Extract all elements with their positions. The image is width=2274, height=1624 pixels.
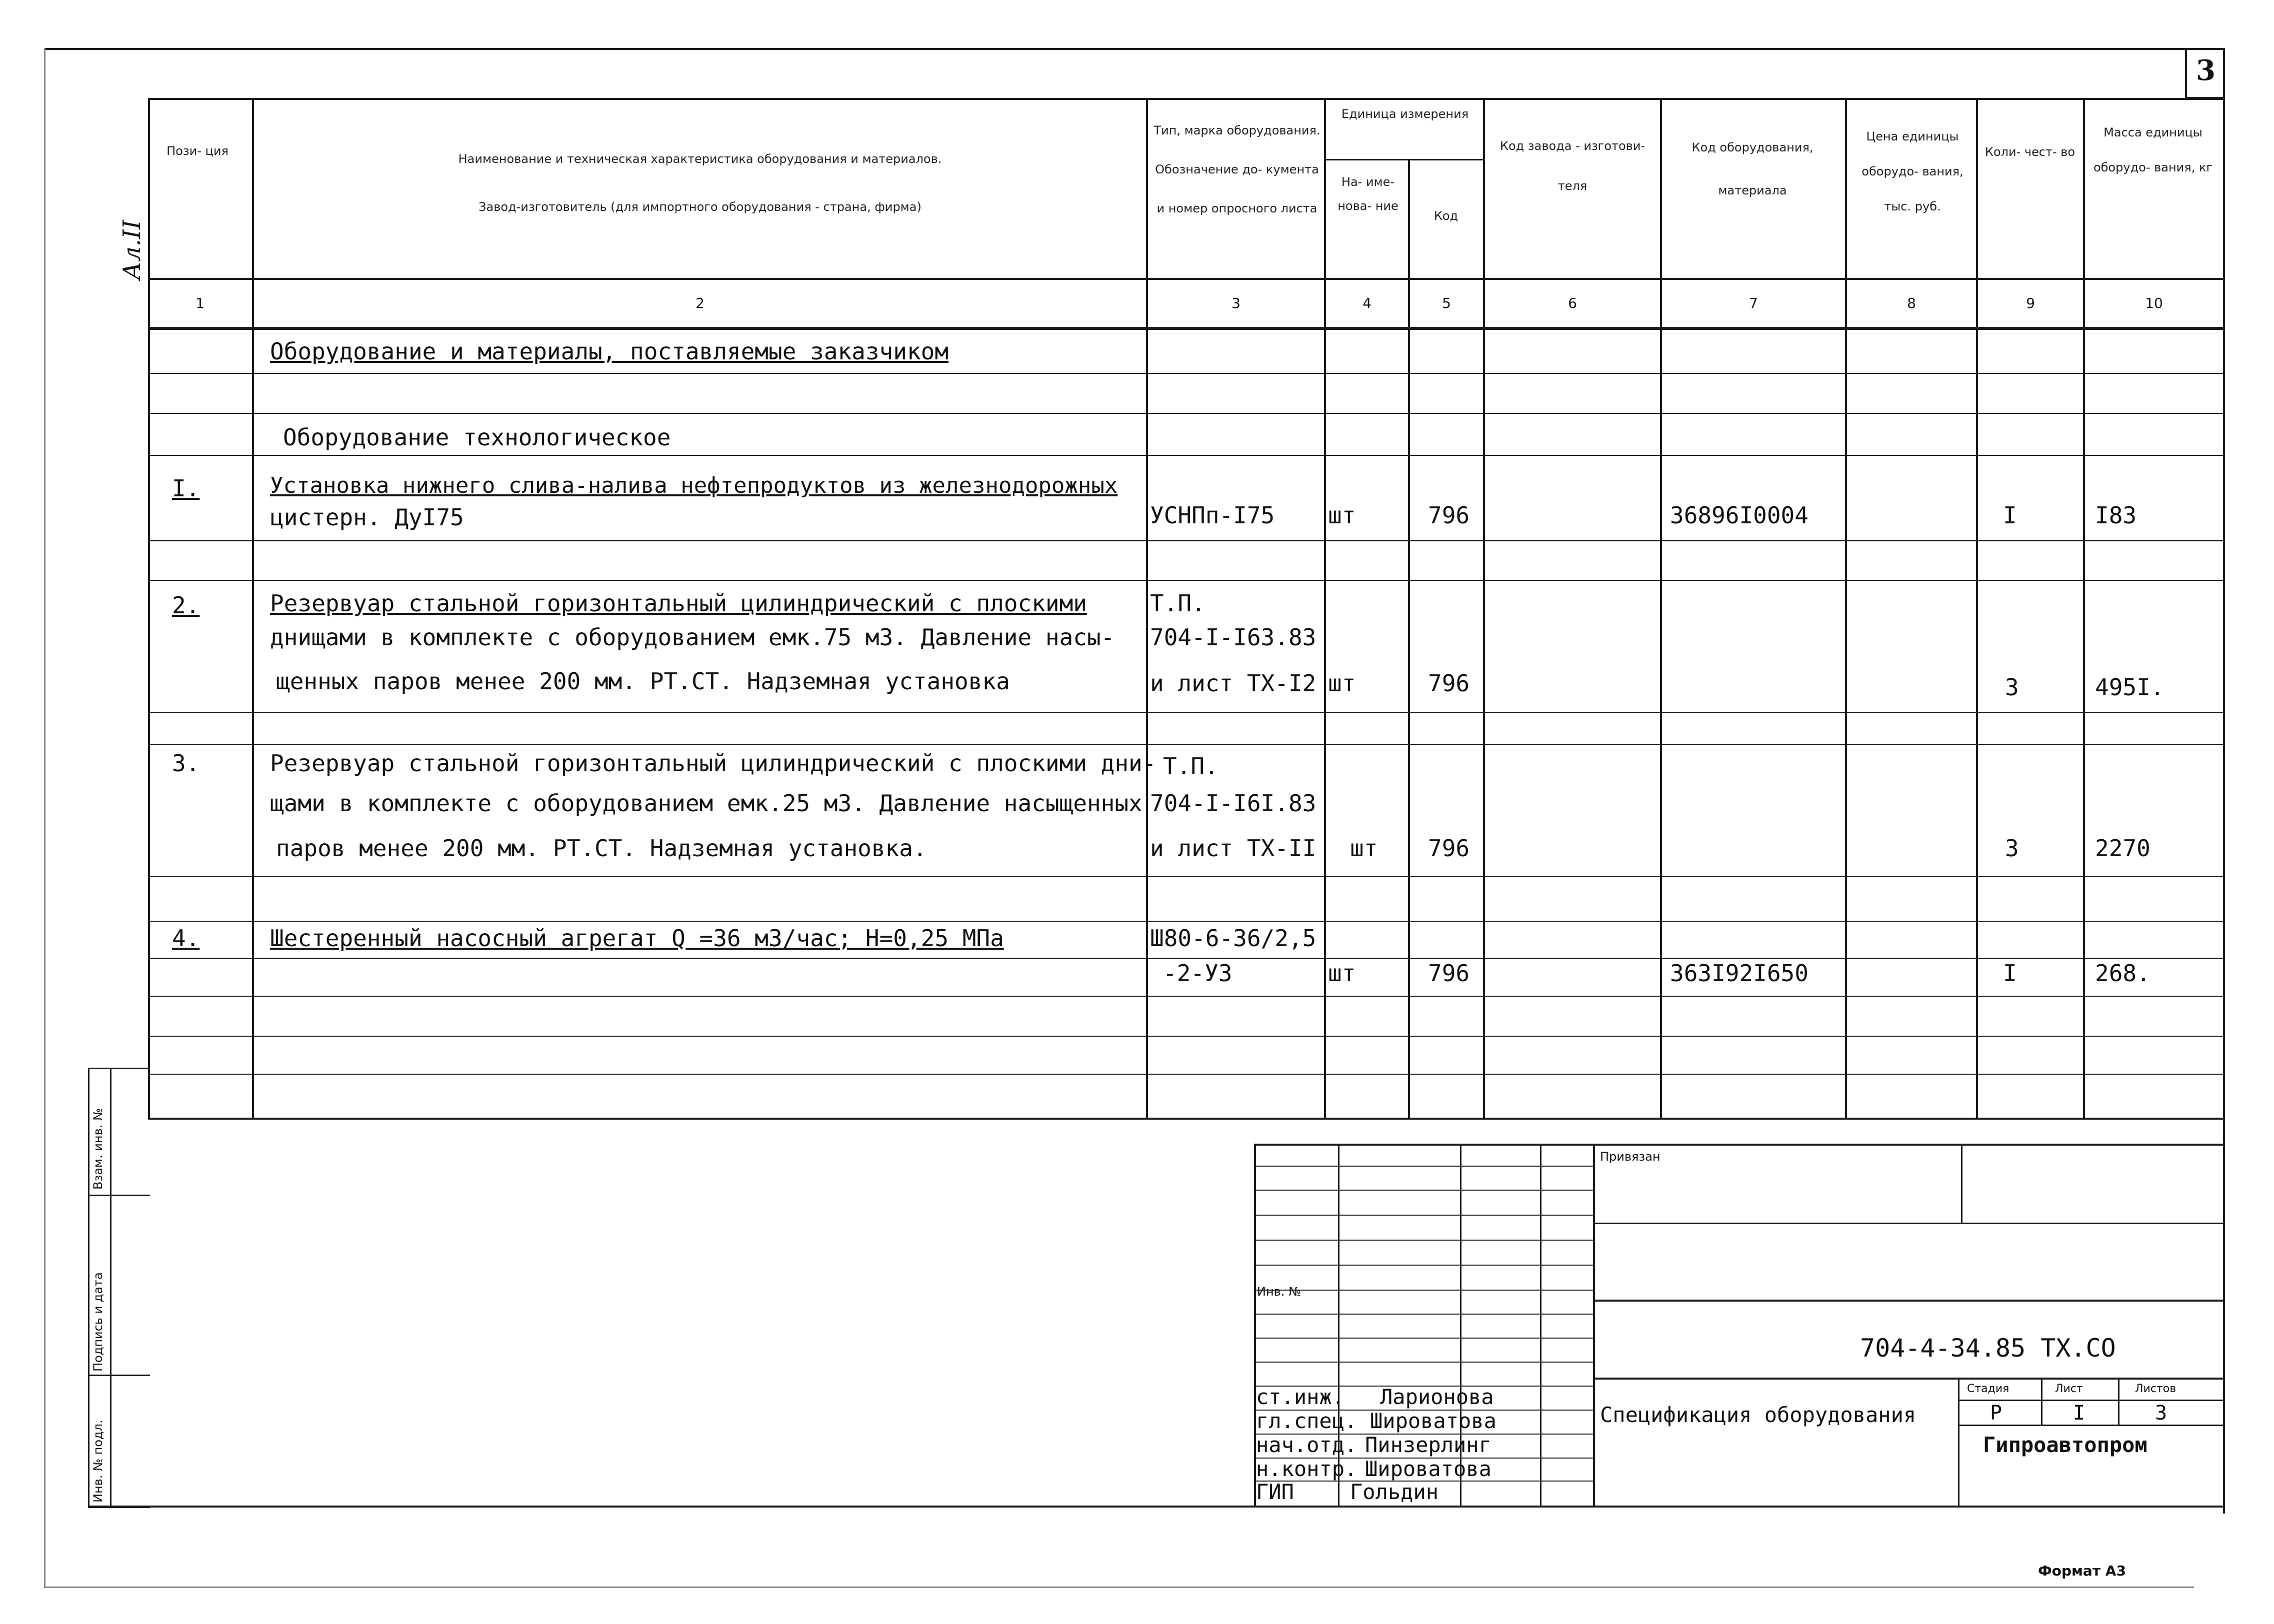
row-4-line1: Шестеренный насосный агрегат Q =36 м3/час; Н=0,25 МПа xyxy=(270,925,1004,952)
header-col4: На- име- нова- ние xyxy=(1338,175,1398,213)
row-line xyxy=(148,958,2224,959)
header-top xyxy=(148,98,2224,100)
row-line xyxy=(148,996,2224,997)
row-line xyxy=(148,744,2224,745)
signer-name: Гольдин xyxy=(1350,1480,1439,1504)
stamp-col xyxy=(1958,1378,1960,1508)
strip-line xyxy=(88,1375,150,1376)
row-1-unit: шт xyxy=(1328,502,1356,529)
sheet-number: 3 xyxy=(2196,54,2216,87)
row-line xyxy=(148,876,2224,877)
strip-left xyxy=(88,1068,90,1508)
row-4-equip-code: 363I92I650 xyxy=(1670,960,1808,987)
col-sep-3 xyxy=(1324,98,1326,1120)
stamp-row xyxy=(1254,1166,1594,1167)
row-line xyxy=(148,921,2224,922)
stamp-right-col xyxy=(1961,1144,1962,1224)
row-line xyxy=(148,1036,2224,1037)
col-sep-2 xyxy=(1146,98,1148,1120)
signer-role: нач.отд. xyxy=(1256,1433,1358,1457)
row-1-code: 796 xyxy=(1428,502,1470,529)
col-number: 2 xyxy=(696,295,704,311)
row-1-qty: I xyxy=(2003,502,2017,529)
row-3-line1: Резервуар стальной горизонтальный цилиндрический с плоскими дни- xyxy=(270,750,1156,777)
row-3-mass: 2270 xyxy=(2095,835,2150,862)
row-2-type2: 704-I-I63.83 xyxy=(1150,624,1316,651)
row-line xyxy=(148,1118,2224,1120)
stamp-top xyxy=(1254,1144,2224,1146)
frame-bottom-main xyxy=(88,1506,2224,1508)
sheet-value: I xyxy=(2073,1402,2086,1425)
stamp-line xyxy=(1593,1300,2224,1302)
row-4-code: 796 xyxy=(1428,960,1470,987)
stamp-col xyxy=(1593,1144,1595,1508)
stage-label: Стадия xyxy=(1967,1383,2010,1395)
signer-name: Ларионова xyxy=(1380,1385,1494,1409)
row-2-line1: Резервуар стальной горизонтальный цилиндрический с плоскими xyxy=(270,590,1087,617)
row-3-type1: Т.П. xyxy=(1163,753,1218,780)
stamp-row xyxy=(1254,1240,1594,1241)
stamp-row xyxy=(1254,1338,1594,1339)
row-2-type1: Т.П. xyxy=(1150,590,1206,617)
stage-value: Р xyxy=(1990,1402,2002,1425)
signer-role: н.контр. xyxy=(1256,1457,1358,1481)
stamp-row xyxy=(1254,1362,1594,1363)
row-2-code: 796 xyxy=(1428,670,1470,697)
units-sep xyxy=(1324,159,1484,160)
stamp-row xyxy=(1254,1290,1594,1291)
signer-role: гл.спец. xyxy=(1256,1409,1358,1433)
row-line xyxy=(148,455,2224,456)
frame-left xyxy=(44,48,46,1588)
col-number: 4 xyxy=(1362,295,1372,311)
doc-code: 704-4-34.85 ТХ.СО xyxy=(1860,1334,2116,1363)
header-col6: Код завода - изготови- теля xyxy=(1500,139,1646,193)
row-3-type2: 704-I-I6I.83 xyxy=(1150,790,1316,817)
row-2-line2: днищами в комплекте с оборудованием емк.75 м3. Давление насы- xyxy=(270,624,1115,651)
frame-top xyxy=(44,48,2224,50)
stamp-inv-no: Инв. № xyxy=(1257,1285,1302,1299)
signer-name: Широватова xyxy=(1365,1457,1492,1481)
stamp-row xyxy=(1254,1215,1594,1216)
section-title: Оборудование и материалы, поставляемые заказчиком xyxy=(270,338,949,365)
stamp-line xyxy=(1593,1223,2224,1224)
row-line xyxy=(148,373,2224,374)
row-3-pos: 3. xyxy=(172,750,200,777)
table-left xyxy=(148,98,150,1120)
sheets-label: Листов xyxy=(2135,1383,2176,1395)
row-3-qty: 3 xyxy=(2005,835,2019,862)
col-number: 5 xyxy=(1442,295,1451,311)
stamp-col xyxy=(2118,1378,2120,1426)
sheets-value: 3 xyxy=(2155,1402,2168,1425)
row-4-pos: 4. xyxy=(172,925,200,952)
row-3-unit: шт xyxy=(1350,835,1378,862)
sheet-box-left xyxy=(2185,48,2187,98)
header-col7: Код оборудования, материала xyxy=(1692,140,1814,197)
org-name: Гипроавтопром xyxy=(1983,1433,2148,1457)
row-3-line3: паров менее 200 мм. РТ.СТ. Надземная установка. xyxy=(276,835,927,862)
row-line xyxy=(148,712,2224,713)
stamp-line xyxy=(1958,1400,2224,1401)
strip-label-inv: Инв. № подл. xyxy=(91,1420,105,1503)
row-1-mass: I83 xyxy=(2095,502,2137,529)
row-1-line1: Установка нижнего слива-налива нефтепродуктов из железнодорожных xyxy=(270,473,1118,498)
header-units: Единица измерения xyxy=(1341,107,1469,121)
header-col8: Цена единицы оборудо- вания, тыс. руб. xyxy=(1862,129,1964,213)
col-number: 7 xyxy=(1749,295,1758,311)
row-4-unit: шт xyxy=(1328,960,1356,987)
col-number: 1 xyxy=(196,295,204,311)
stamp-line xyxy=(1593,1378,2224,1380)
col-sep-1 xyxy=(252,98,254,1120)
stamp-privyazan: Привязан xyxy=(1600,1150,1660,1164)
row-line xyxy=(148,540,2224,541)
strip-label-vzam: Взам. инв. № xyxy=(91,1108,105,1190)
row-line xyxy=(148,1074,2224,1075)
header-col3: Тип, марка оборудования. Обозначение до- кумента и номер опросного листа xyxy=(1154,123,1320,215)
stamp-row xyxy=(1254,1314,1594,1315)
strip-mid xyxy=(110,1068,112,1508)
side-mark: Ал.II xyxy=(118,219,146,280)
subsection-title: Оборудование технологическое xyxy=(283,424,671,451)
col-sep-5 xyxy=(1483,98,1485,1120)
row-line xyxy=(148,580,2224,581)
header-col10: Масса единицы оборудо- вания, кг xyxy=(2093,125,2213,174)
row-2-pos: 2. xyxy=(172,592,200,619)
col-number: 9 xyxy=(2026,295,2035,311)
frame-bottom xyxy=(44,1587,2194,1588)
col-sep-9 xyxy=(2083,98,2085,1120)
header-col1: Пози- ция xyxy=(166,144,228,158)
col-number: 8 xyxy=(1907,295,1916,311)
row-2-type3: и лист ТХ-I2 xyxy=(1150,670,1316,697)
row-2-mass: 495I. xyxy=(2095,674,2164,701)
header-col2-line1: Наименование и техническая характеристика оборудования и материалов. xyxy=(458,152,942,166)
header-bottom xyxy=(148,278,2224,280)
number-row-bottom xyxy=(148,327,2224,330)
col-sep-6 xyxy=(1660,98,1662,1120)
row-line xyxy=(148,413,2224,414)
table-right xyxy=(2223,98,2225,1120)
row-2-line3: щенных паров менее 200 мм. РТ.СТ. Надземная установка xyxy=(276,668,1010,695)
row-1-type: УСНПп-I75 xyxy=(1150,502,1275,529)
signer-name: Пинзерлинг xyxy=(1365,1433,1492,1457)
stamp-row xyxy=(1254,1190,1594,1191)
row-3-type3: и лист ТХ-II xyxy=(1150,835,1316,862)
row-2-unit: шт xyxy=(1328,670,1356,697)
stamp-col xyxy=(1540,1144,1542,1508)
row-1-line2: цистерн. ДуI75 xyxy=(270,504,464,531)
strip-top xyxy=(88,1068,150,1069)
strip-line xyxy=(88,1195,150,1196)
col-number: 3 xyxy=(1232,295,1240,311)
row-4-type1: Ш80-6-36/2,5 xyxy=(1150,925,1316,952)
col-number: 6 xyxy=(1568,295,1577,311)
col-sep-8 xyxy=(1976,98,1978,1120)
row-4-mass: 268. xyxy=(2095,960,2150,987)
row-4-type2: -2-У3 xyxy=(1163,960,1232,987)
signer-role: ст.инж. xyxy=(1256,1385,1345,1409)
stamp-row xyxy=(1254,1265,1594,1266)
header-col9: Коли- чест- во xyxy=(1984,145,2076,159)
col-number: 10 xyxy=(2145,295,2163,311)
header-col5: Код xyxy=(1434,209,1458,223)
col-sep-7 xyxy=(1845,98,1847,1120)
signer-role: ГИП xyxy=(1256,1480,1294,1504)
format-label: Формат А3 xyxy=(2038,1563,2126,1579)
stamp-col xyxy=(2041,1378,2042,1426)
row-2-qty: 3 xyxy=(2005,674,2019,701)
row-4-qty: I xyxy=(2003,960,2017,987)
doc-title: Спецификация оборудования xyxy=(1600,1403,1916,1427)
strip-label-podpis: Подпись и дата xyxy=(91,1272,105,1372)
stamp-line xyxy=(1958,1425,2224,1426)
sheet-label: Лист xyxy=(2055,1383,2083,1395)
row-1-equip-code: 36896I0004 xyxy=(1670,502,1808,529)
row-3-code: 796 xyxy=(1428,835,1470,862)
row-1-pos: I. xyxy=(172,475,200,502)
header-col2-line2: Завод-изготовитель (для импортного оборудования - страна, фирма) xyxy=(478,200,922,214)
row-3-line2: щами в комплекте с оборудованием емк.25 м3. Давление насыщенных xyxy=(270,790,1142,817)
signer-name: Широватова xyxy=(1370,1409,1496,1433)
